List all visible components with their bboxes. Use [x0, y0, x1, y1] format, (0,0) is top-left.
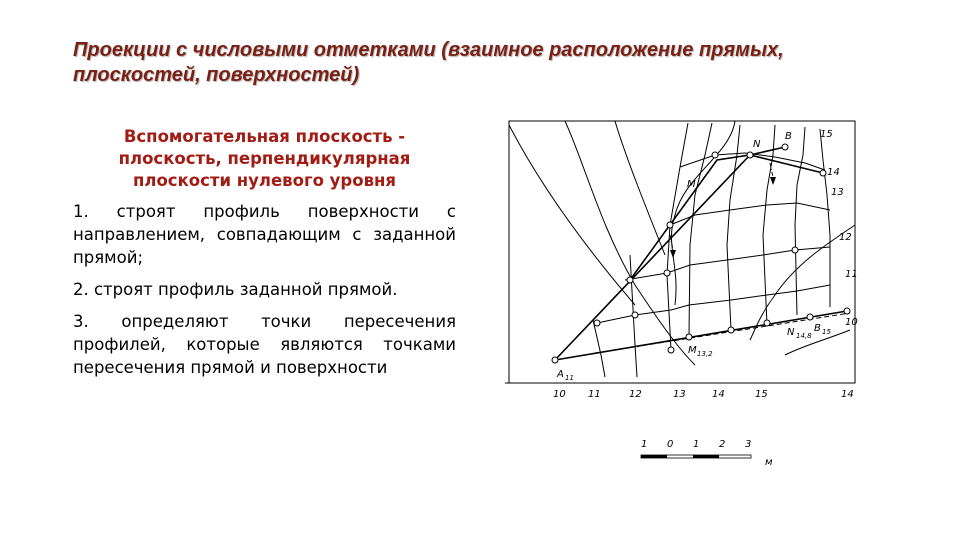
- profile-line: [820, 129, 830, 307]
- right-mark: 12: [839, 232, 852, 243]
- label-n: N: [753, 139, 761, 150]
- profile-line: [795, 127, 805, 315]
- right-mark: 15: [820, 129, 833, 140]
- point-n: [747, 152, 753, 158]
- bottom-mark: 11: [588, 389, 601, 400]
- point-a: [552, 357, 558, 363]
- profile-point: [728, 327, 734, 333]
- bottom-mark: 13: [673, 389, 686, 400]
- profile-point: [686, 334, 692, 340]
- contour-line: [509, 125, 635, 305]
- right-mark: 10: [845, 317, 858, 328]
- scale-tick-label: 2: [719, 439, 726, 450]
- point-b: [782, 144, 788, 150]
- arrowhead: [770, 177, 776, 185]
- bottom-mark: 10: [553, 389, 566, 400]
- step-1: 1. строят профиль поверхности с направлением, совпадающим с заданной прямой;: [73, 202, 456, 267]
- label-n148: N: [787, 327, 795, 338]
- scale-unit: м: [765, 457, 773, 468]
- scale-bar-segment: [693, 455, 719, 458]
- profile-point: [820, 170, 826, 176]
- label-a11: A: [557, 369, 564, 380]
- slide-title: [73, 38, 873, 88]
- subheading-line3: плоскости нулевого уровня: [132, 171, 397, 190]
- contour-line: [615, 121, 665, 255]
- profile-point: [627, 277, 633, 283]
- bottom-mark: 14: [841, 389, 854, 400]
- subheading-line1: Вспомогательная плоскость -: [123, 127, 406, 146]
- projection-figure: [505, 115, 865, 475]
- right-mark: 13: [831, 187, 844, 198]
- subheading: [73, 126, 456, 192]
- profile-point: [664, 270, 670, 276]
- point-n-plan: [807, 314, 813, 320]
- label-m132: M: [688, 345, 697, 356]
- label-b15: B: [814, 323, 821, 334]
- label-a11-sub: 11: [565, 374, 574, 382]
- scale-tick-label: 0: [667, 439, 674, 450]
- surface-profile-line: [630, 155, 823, 280]
- profile-point: [712, 152, 718, 158]
- point-m: [667, 222, 673, 228]
- label-m: M: [687, 179, 696, 190]
- bottom-mark: 15: [755, 389, 768, 400]
- point-m-plan: [668, 347, 674, 353]
- profile-point: [792, 247, 798, 253]
- label-n148-sub: 14,8: [796, 332, 812, 340]
- profile-line: [593, 320, 605, 377]
- label-b: B: [785, 131, 792, 142]
- step-2: 2. строят профиль заданной прямой.: [73, 280, 398, 299]
- slide-title-line1: Проекции с числовыми отметками (взаимное расположение прямых,: [73, 39, 784, 61]
- subheading-line2: плоскость, перпендикулярная: [118, 149, 411, 168]
- right-mark: 14: [827, 167, 840, 178]
- bottom-mark: 14: [712, 389, 725, 400]
- figure-frame: [509, 121, 855, 383]
- point-b-plan: [844, 308, 850, 314]
- arrowhead: [670, 250, 676, 258]
- label-m132-sub: 13,2: [697, 350, 713, 358]
- label-b15-sub: 15: [822, 328, 831, 336]
- scale-bar-segment: [641, 455, 667, 458]
- contour-line: [671, 121, 735, 305]
- scale-tick-label: 1: [693, 439, 700, 450]
- profile-point: [594, 320, 600, 326]
- profile-point: [764, 320, 770, 326]
- text-column: [73, 126, 456, 388]
- scale-tick-label: 1: [641, 439, 648, 450]
- profile-point: [632, 312, 638, 318]
- bottom-mark: 12: [629, 389, 642, 400]
- projection-drawing: [505, 115, 865, 475]
- slide-title-line2: плоскостей, поверхностей): [73, 64, 360, 86]
- scale-tick-label: 3: [745, 439, 752, 450]
- scale-bar: [641, 439, 773, 468]
- right-mark: 11: [845, 269, 858, 280]
- step-3: 3. определяют точки пересечения профилей, которые являются точками пересечения прямой и поверхности: [73, 312, 456, 377]
